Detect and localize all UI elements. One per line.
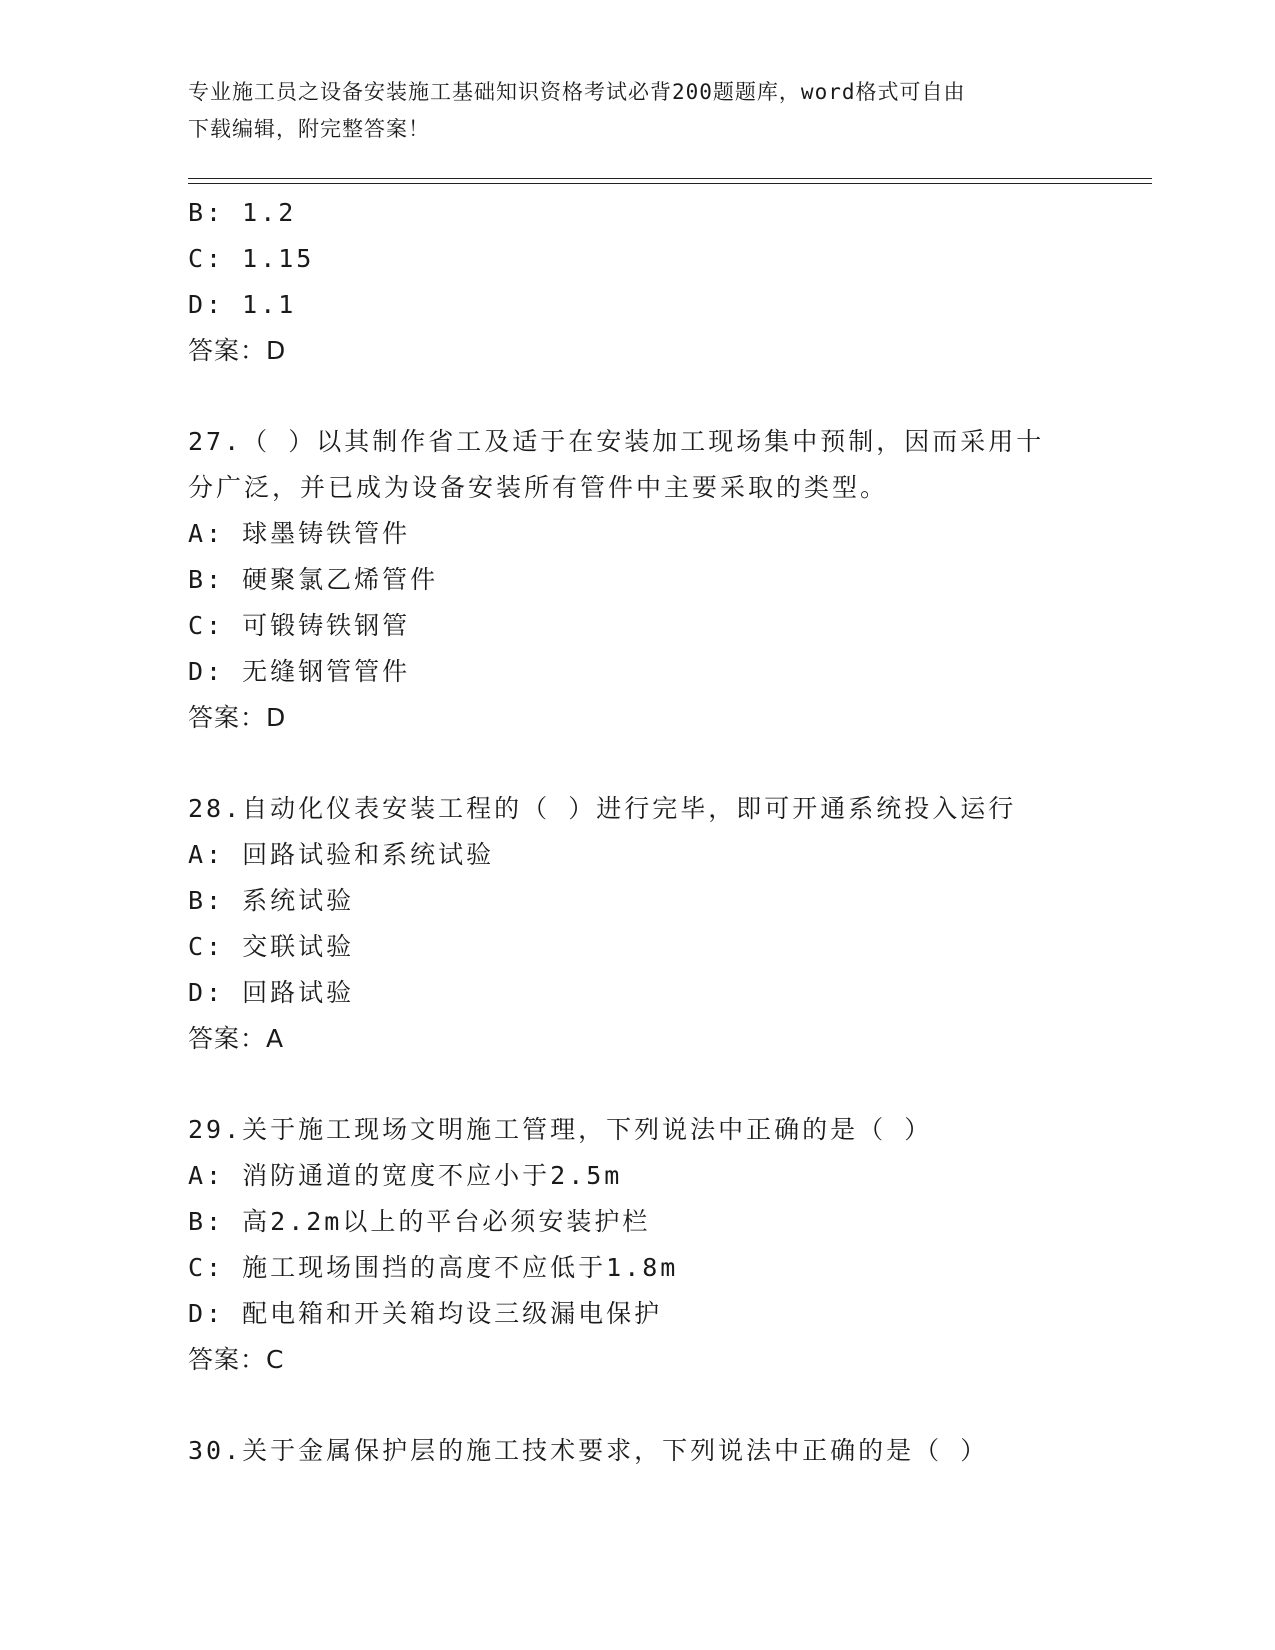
option-b: B: 高2.2m以上的平台必须安装护栏: [188, 1207, 651, 1236]
question-30: [188, 1428, 1088, 1474]
header-rule-top: [188, 178, 1152, 179]
question-26-tail: [188, 190, 1088, 374]
option-d: D: 1.1: [188, 290, 297, 319]
option-a: A: 回路试验和系统试验: [188, 840, 495, 869]
answer: 答案：D: [188, 336, 287, 365]
header-line-2: 下载编辑，附完整答案！: [188, 117, 430, 141]
question-27: [188, 419, 1088, 741]
option-c: C: 交联试验: [188, 932, 355, 961]
option-b: B: 系统试验: [188, 886, 355, 915]
header-rule-bottom: [188, 183, 1152, 184]
option-a: A: 球墨铸铁管件: [188, 519, 411, 548]
option-b: B: 硬聚氯乙烯管件: [188, 565, 439, 594]
question-stem-continued: 分广泛，并已成为设备安装所有管件中主要采取的类型。: [188, 473, 889, 502]
question-28: [188, 786, 1088, 1062]
option-c: C: 施工现场围挡的高度不应低于1.8m: [188, 1253, 679, 1282]
question-list: [188, 190, 1088, 1474]
question-stem: 28.自动化仪表安装工程的（ ）进行完毕，即可开通系统投入运行: [188, 794, 1017, 823]
document-header: [188, 74, 1088, 148]
question-stem: 30.关于金属保护层的施工技术要求，下列说法中正确的是（ ）: [188, 1436, 989, 1465]
answer: 答案：C: [188, 1345, 285, 1374]
option-c: C: 1.15: [188, 244, 315, 273]
option-a: A: 消防通道的宽度不应小于2.5m: [188, 1161, 623, 1190]
option-c: C: 可锻铸铁钢管: [188, 611, 411, 640]
option-d: D: 配电箱和开关箱均设三级漏电保护: [188, 1299, 663, 1328]
question-29: [188, 1107, 1088, 1383]
answer: 答案：D: [188, 703, 287, 732]
answer: 答案：A: [188, 1024, 285, 1053]
option-d: D: 无缝钢管管件: [188, 657, 411, 686]
question-stem: 29.关于施工现场文明施工管理，下列说法中正确的是（ ）: [188, 1115, 933, 1144]
option-b: B: 1.2: [188, 198, 297, 227]
header-line-1: 专业施工员之设备安装施工基础知识资格考试必背200题题库，word格式可自由: [188, 80, 966, 104]
question-stem: 27.（ ）以其制作省工及适于在安装加工现场集中预制，因而采用十: [188, 427, 1045, 456]
option-d: D: 回路试验: [188, 978, 355, 1007]
